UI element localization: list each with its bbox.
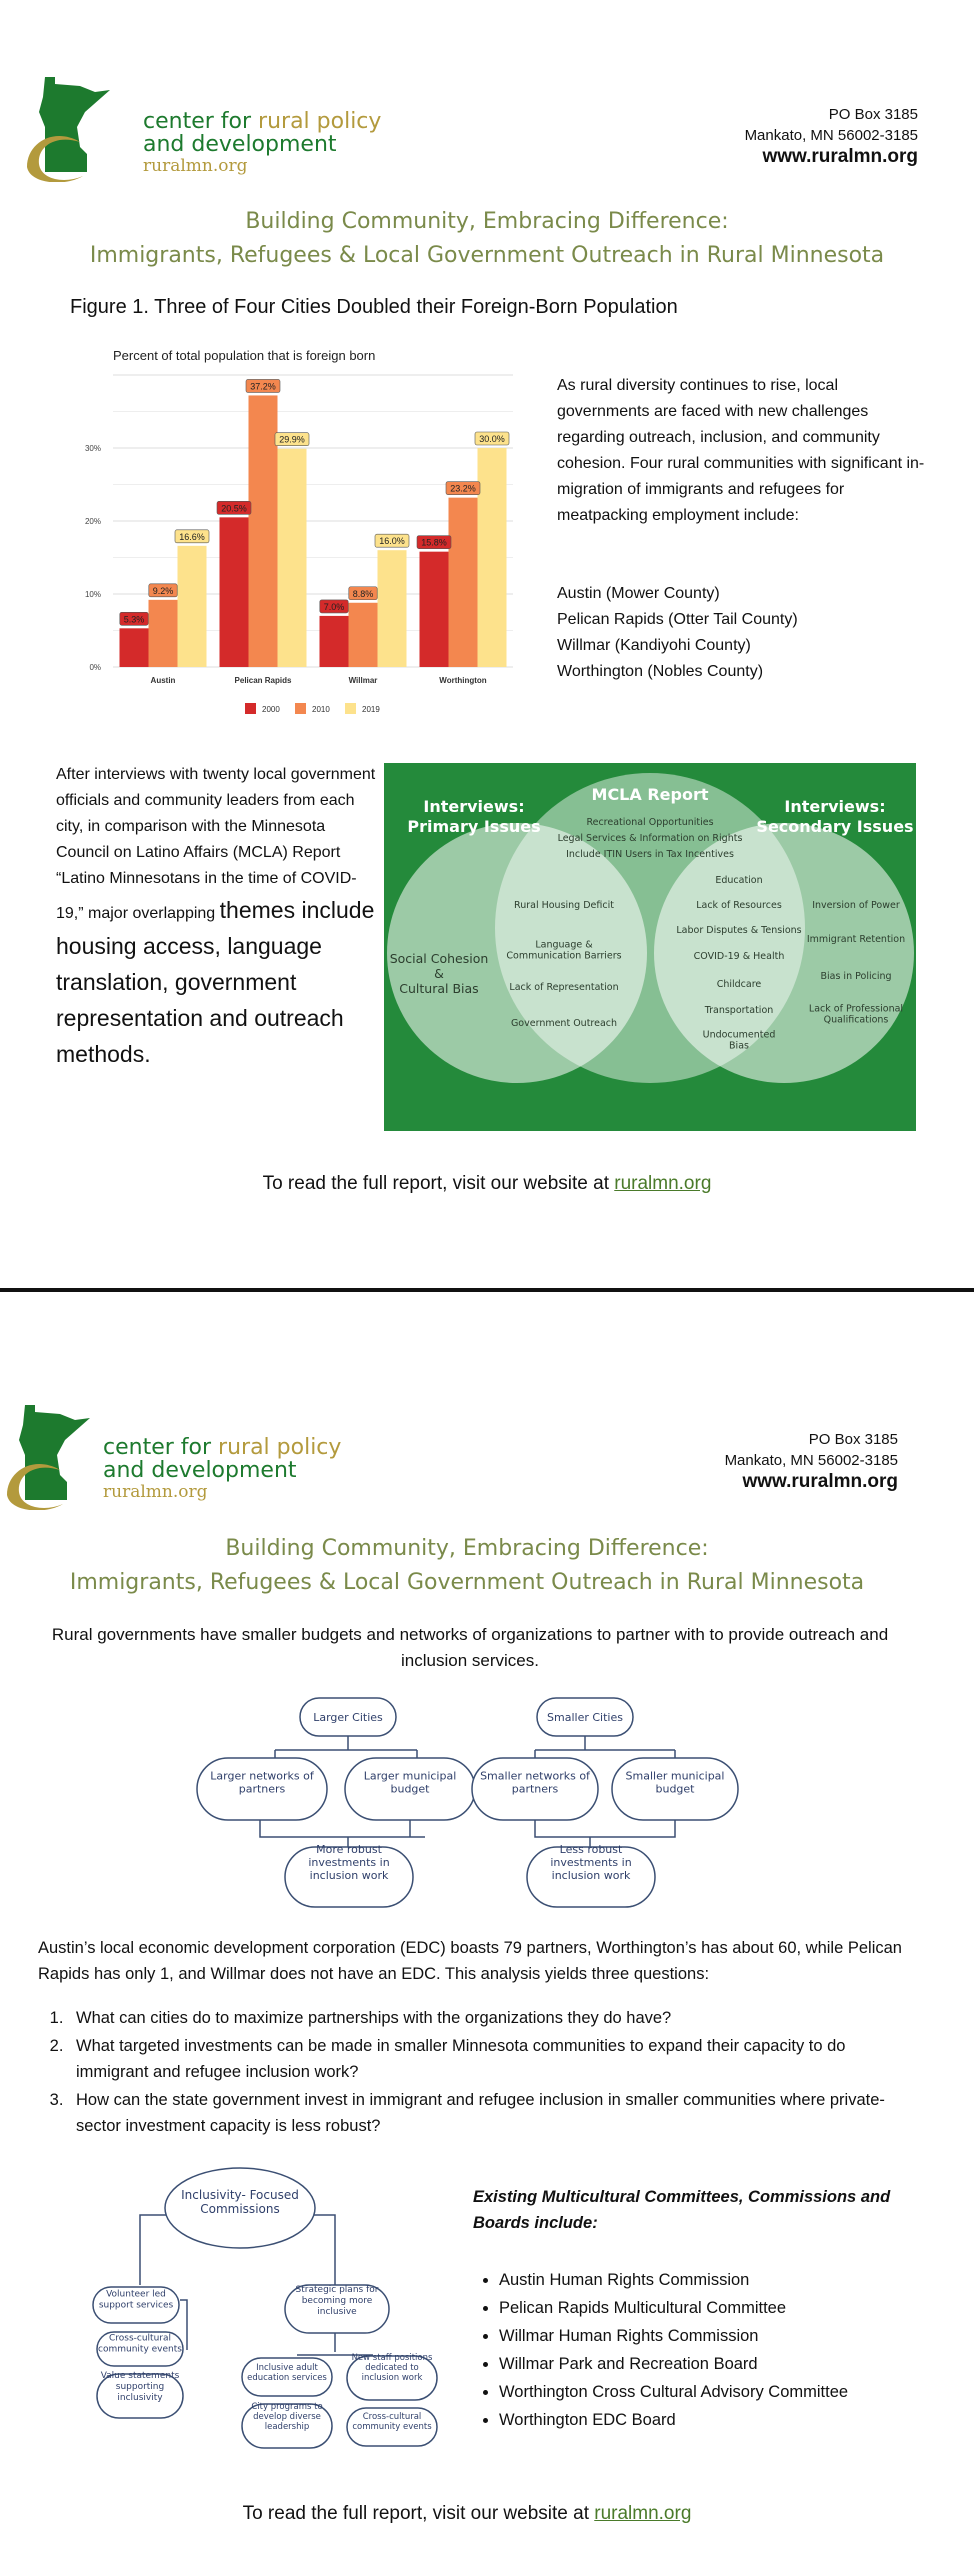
question-item: 1. What can cities do to maximize partnerships with the organizations they do have? — [68, 2005, 918, 2031]
chart-bar — [249, 395, 278, 667]
address-po-box: PO Box 3185 — [808, 1431, 898, 1448]
committee-item: • Pelican Rapids Multicultural Committee — [499, 2295, 913, 2321]
venn-primary-overlap-item: Government Outreach — [510, 1018, 618, 1029]
node-commissions-label: Inclusivity- Focused Commissions — [181, 2187, 299, 2217]
venn-secondary-overlap-item: Labor Disputes & Tensions — [676, 925, 802, 936]
committee-item: • Worthington EDC Board — [499, 2407, 913, 2433]
logo-line-1: center for rural policy — [103, 1435, 342, 1460]
page-title — [0, 205, 974, 273]
footer-link[interactable]: ruralmn.org — [614, 1173, 712, 1194]
venn-right-item: Lack of Professional Qualifications — [808, 1003, 904, 1026]
node-volunteer-label: Volunteer led support services — [98, 2289, 174, 2311]
chart-data-label: 16.0% — [379, 536, 405, 547]
intro-paragraph: As rural diversity continues to rise, local governments are faced with new challenges regarding outreach, inclusion, and community cohesion. Four rural communities with significant in-migration of immigrants and refugees for meatpacking employment include: — [557, 377, 925, 524]
venn-secondary-overlap-item: COVID-19 & Health — [693, 951, 785, 962]
edc-paragraph: Austin’s local economic development corporation (EDC) boasts 79 partners, Worthington’s has about 60, while Pelican Rapids has only 1, and Willmar does not have an EDC. This analysis yields three questions: — [38, 1939, 902, 1983]
page-title — [0, 1532, 934, 1600]
venn-secondary-overlap-item: Undocumented Bias — [702, 1029, 776, 1052]
venn-right-title: Interviews: Secondary Issues — [756, 797, 914, 836]
chart-bar — [320, 616, 349, 667]
city-list — [557, 581, 932, 685]
chart-bar — [120, 628, 149, 667]
node-smaller-networks-label: Smaller networks of partners — [480, 1769, 590, 1796]
minnesota-logo-icon — [25, 72, 115, 182]
venn-mcla-title: MCLA Report — [591, 785, 709, 804]
committees-list — [473, 2267, 913, 2435]
chart-x-tick: Austin — [150, 676, 176, 685]
chart-data-label: 29.9% — [279, 434, 305, 445]
question-item: 2. What targeted investments can be made in smaller Minnesota communities to expand their capacity to do immigrant and refugee inclusion work? — [68, 2033, 918, 2085]
chart-y-tick: 10% — [84, 590, 101, 599]
logo-line-2: and development — [143, 132, 337, 157]
chart-x-tick: Pelican Rapids — [234, 676, 292, 685]
node-smaller-cities-label: Smaller Cities — [547, 1711, 623, 1724]
footer-2 — [0, 2503, 934, 2525]
node-larger-budget-label: Larger municipal budget — [363, 1769, 457, 1796]
chart-bar — [378, 550, 407, 667]
venn-secondary-overlap-item: Childcare — [716, 979, 762, 990]
chart-legend-swatch — [245, 703, 256, 714]
chart-legend-label: 2019 — [362, 705, 380, 714]
city-item: Willmar (Kandiyohi County) — [557, 637, 751, 654]
address-po-box: PO Box 3185 — [828, 106, 918, 123]
city-item: Austin (Mower County) — [557, 585, 720, 602]
logo-line-1: center for rural policy — [143, 109, 382, 134]
city-size-flowchart — [185, 1690, 755, 1910]
venn-primary-overlap-item: Language & Communication Barriers — [506, 939, 622, 962]
node-strategic-label: Strategic plans for becoming more inclusive — [295, 2285, 379, 2317]
chart-legend-label: 2010 — [312, 705, 330, 714]
venn-mcla-item: Recreational Opportunities — [586, 817, 714, 828]
chart-bar — [178, 546, 207, 667]
chart-y-tick: 0% — [89, 663, 101, 672]
venn-right-item: Inversion of Power — [812, 900, 900, 911]
chart-bar — [478, 448, 507, 667]
node-more-robust-label: More robust investments in inclusion work — [308, 1842, 390, 1883]
chart-bar — [349, 603, 378, 667]
venn-right-item: Immigrant Retention — [806, 934, 906, 945]
chart-data-label: 16.6% — [179, 531, 205, 542]
chart-bar — [420, 552, 449, 667]
venn-left-item: Social Cohesion & Cultural Bias — [389, 951, 489, 996]
footer-text: To read the full report, visit our website at — [242, 2503, 595, 2524]
crpd-logo — [25, 72, 382, 187]
page-title-line-1: Building Community, Embracing Difference: — [245, 209, 729, 234]
chart-data-label: 7.0% — [323, 601, 345, 612]
chart-data-label: 5.3% — [123, 614, 145, 625]
minnesota-logo-icon — [5, 1400, 95, 1510]
chart-data-label: 9.2% — [152, 585, 174, 596]
page-divider — [0, 1288, 974, 1292]
page-title-line-2: Immigrants, Refugees & Local Government Outreach in Rural Minnesota — [69, 1570, 865, 1595]
node-new-staff-label: New staff positions dedicated to inclusion work — [351, 2352, 433, 2384]
node-less-robust-label: Less robust investments in inclusion work — [550, 1842, 632, 1883]
venn-right-item: Bias in Policing — [820, 971, 892, 982]
committees-heading: Existing Multicultural Committees, Commissions and Boards include: — [473, 2188, 891, 2232]
address-website[interactable]: www.ruralmn.org — [762, 146, 918, 167]
logo-url: ruralmn.org — [103, 1482, 208, 1502]
commissions-flowchart — [85, 2160, 445, 2460]
footer-text: To read the full report, visit our website at — [262, 1173, 615, 1194]
venn-secondary-overlap-item: Education — [715, 875, 763, 886]
venn-primary-overlap-item: Rural Housing Deficit — [514, 900, 614, 911]
chart-y-tick: 20% — [84, 517, 101, 526]
page-title-line-2: Immigrants, Refugees & Local Government Outreach in Rural Minnesota — [89, 243, 885, 268]
chart-x-tick: Willmar — [348, 676, 378, 685]
chart-x-tick: Worthington — [439, 676, 487, 685]
interview-paragraph — [56, 762, 376, 1072]
chart-data-label: 23.2% — [450, 483, 476, 494]
questions-list — [28, 2005, 918, 2141]
chart-bar — [278, 449, 307, 667]
venn-secondary-overlap-item: Lack of Resources — [696, 900, 782, 911]
footer-1 — [0, 1173, 974, 1195]
venn-mcla-item: Include ITIN Users in Tax Incentives — [566, 849, 734, 860]
question-item: 3. How can the state government invest in immigrant and refugee inclusion in smaller communities where private-sector investment capacity is less robust? — [68, 2087, 918, 2139]
address-block — [598, 1429, 898, 1492]
interview-emphasis: themes include housing access, language translation, government representation and outreach methods. — [56, 897, 375, 1067]
venn-primary-overlap-item: Lack of Representation — [509, 982, 619, 993]
city-item: Worthington (Nobles County) — [557, 663, 764, 680]
chart-data-label: 37.2% — [250, 381, 276, 392]
node-smaller-budget-label: Smaller municipal budget — [625, 1769, 725, 1796]
chart-legend-swatch — [295, 703, 306, 714]
committee-item: • Willmar Park and Recreation Board — [499, 2351, 913, 2377]
venn-diagram — [384, 763, 916, 1131]
logo-line-2: and development — [103, 1458, 297, 1483]
committee-item: • Worthington Cross Cultural Advisory Committee — [499, 2379, 913, 2405]
chart-title: Percent of total population that is foreign born — [113, 348, 376, 363]
address-website[interactable]: www.ruralmn.org — [742, 1471, 898, 1492]
address-city: Mankato, MN 56002-3185 — [744, 127, 918, 144]
chart-bar — [149, 600, 178, 667]
chart-y-tick: 30% — [84, 444, 101, 453]
address-city: Mankato, MN 56002-3185 — [724, 1452, 898, 1469]
chart-data-label: 15.8% — [421, 537, 447, 548]
interview-text: After interviews with twenty local government officials and community leaders from each city, in comparison with the Minnesota Council on Latino Affairs (MCLA) Report “Latino Minnesotans in the time of COVID-19,” major overlapping — [56, 766, 376, 922]
venn-secondary-overlap-item: Transportation — [704, 1005, 774, 1016]
node-adult-ed-label: Inclusive adult education services — [247, 2362, 327, 2384]
footer-link[interactable]: ruralmn.org — [594, 2503, 692, 2524]
city-item: Pelican Rapids (Otter Tail County) — [557, 611, 798, 628]
chart-legend-swatch — [345, 703, 356, 714]
chart-data-label: 30.0% — [479, 434, 505, 444]
chart-bar — [449, 498, 478, 667]
address-block — [618, 104, 918, 167]
logo-url: ruralmn.org — [143, 156, 248, 176]
chart-bar — [220, 517, 249, 667]
venn-left-title: Interviews: Primary Issues — [407, 797, 541, 836]
node-cross-events-2-label: Cross-cultural community events — [352, 2411, 432, 2433]
node-city-programs-label: City programs to develop diverse leadership — [251, 2401, 323, 2433]
page-title-line-1: Building Community, Embracing Difference: — [225, 1536, 709, 1561]
venn-mcla-item: Legal Services & Information on Rights — [557, 833, 743, 844]
node-cross-events-label: Cross-cultural community events — [98, 2333, 182, 2355]
committee-item: • Austin Human Rights Commission — [499, 2267, 913, 2293]
chart-data-label: 20.5% — [221, 503, 247, 514]
node-larger-cities-label: Larger Cities — [313, 1711, 383, 1724]
page-subtitle: Rural governments have smaller budgets and networks of organizations to partner with to provide outreach and inclusion services. — [51, 1625, 889, 1670]
foreign-born-bar-chart — [55, 340, 525, 730]
chart-data-label: 8.8% — [352, 588, 374, 599]
crpd-logo — [5, 1400, 355, 1515]
chart-legend-label: 2000 — [262, 705, 280, 714]
committee-item: • Willmar Human Rights Commission — [499, 2323, 913, 2349]
figure-title: Figure 1. Three of Four Cities Doubled their Foreign-Born Population — [70, 296, 678, 318]
node-larger-networks-label: Larger networks of partners — [210, 1769, 314, 1796]
node-value-statements-label: Value statements supporting inclusivity — [100, 2371, 180, 2403]
